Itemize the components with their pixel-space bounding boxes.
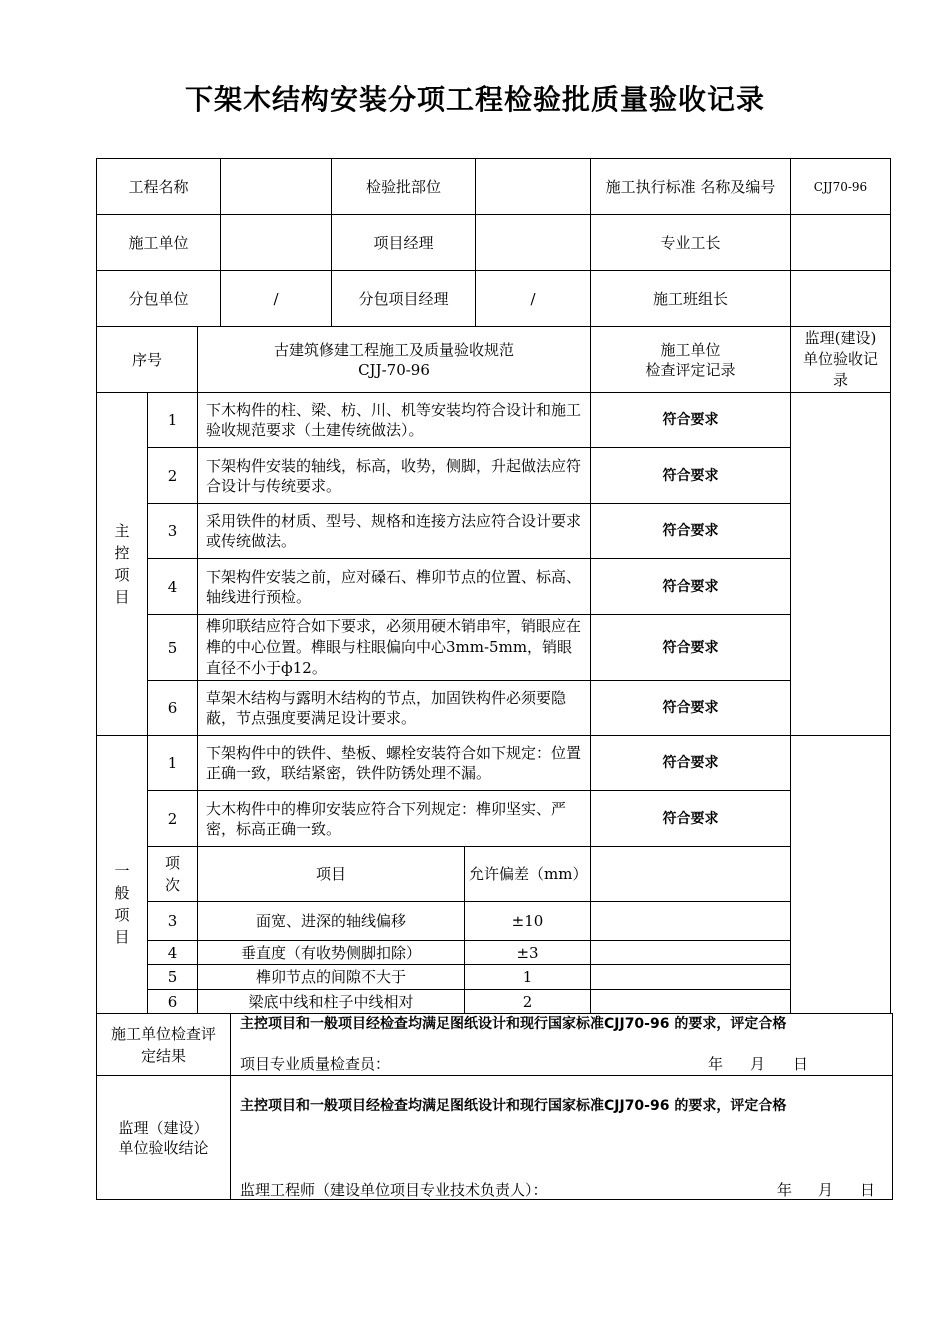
subcontractor-label: 分包单位 (96, 270, 221, 327)
tolerance-row-no: 4 (147, 940, 198, 965)
page-title: 下架木结构安装分项工程检验批质量验收记录 (184, 83, 765, 116)
main-items-supervision[interactable] (790, 392, 891, 736)
main-item-no: 4 (147, 558, 198, 615)
main-item-no: 3 (147, 503, 198, 559)
project-name-label: 工程名称 (96, 158, 221, 215)
tolerance-value-header: 允许偏差（mm） (464, 846, 591, 902)
supervision-result-label-line2: 单位验收结论 (118, 1138, 209, 1157)
main-item-result: 符合要求 (590, 680, 791, 736)
project-manager-value[interactable] (475, 214, 591, 271)
supervision-year: 年 (777, 1181, 793, 1199)
project-manager-label: 项目经理 (331, 214, 476, 271)
tolerance-row-item: 梁底中线和柱子中线相对 (197, 989, 465, 1014)
main-item-no: 1 (147, 392, 198, 448)
construction-unit-value[interactable] (220, 214, 332, 271)
supervision-engineer-label: 监理工程师（建设单位项目专业技术负责人）： (240, 1181, 548, 1199)
spec-header (197, 326, 591, 393)
construction-result-label: 施工单位检查评定结果 (110, 1024, 216, 1065)
subcontractor-value[interactable]: / (220, 270, 332, 327)
supervision-result-label-cell (96, 1075, 231, 1200)
general-item-text: 大木构件中的榫卯安装应符合下列规定：榫卯坚实、严密，标高正确一致。 (197, 790, 591, 847)
tolerance-row-check[interactable] (590, 964, 791, 990)
project-name-value[interactable] (220, 158, 332, 215)
tolerance-row-value: ±10 (464, 901, 591, 941)
main-item-result: 符合要求 (590, 392, 791, 448)
tolerance-row-check[interactable] (590, 989, 791, 1014)
tolerance-row-item: 垂直度（有收势侧脚扣除） (197, 940, 465, 965)
tolerance-row-value: 1 (464, 964, 591, 990)
main-items-group-label (96, 392, 148, 736)
team-leader-label: 施工班组长 (590, 270, 791, 327)
tolerance-row-no: 5 (147, 964, 198, 990)
supervision-result-label-line1: 监理（建设） (118, 1118, 209, 1137)
foreman-value[interactable] (790, 214, 891, 271)
tolerance-row-item: 面宽、进深的轴线偏移 (197, 901, 465, 941)
main-item-no: 5 (147, 614, 198, 681)
tolerance-row-item: 榫卯节点的间隙不大于 (197, 964, 465, 990)
construction-result-conclusion: 主控项目和一般项目经检查均满足图纸设计和现行国家标准CJJ70-96 的要求，评定合格 (240, 1016, 787, 1032)
main-item-text: 采用铁件的材质、型号、规格和连接方法应符合设计要求或传统做法。 (197, 503, 591, 559)
tolerance-row-value: 2 (464, 989, 591, 1014)
tolerance-no-header-text: 项次 (164, 854, 180, 894)
main-item-no: 6 (147, 680, 198, 736)
batch-location-value[interactable] (475, 158, 591, 215)
supervision-day: 日 (860, 1181, 876, 1199)
supervision-header: 监理(建设)单位验收记录 (790, 326, 891, 393)
check-header-line2: 检查评定记录 (645, 360, 736, 379)
foreman-label: 专业工长 (590, 214, 791, 271)
supervision-result-conclusion: 主控项目和一般项目经检查均满足图纸设计和现行国家标准CJJ70-96 的要求，评定合格 (240, 1098, 787, 1114)
batch-location-label: 检验批部位 (331, 158, 476, 215)
general-items-group-text: 一般项目 (114, 861, 130, 946)
general-item-no: 2 (147, 790, 198, 847)
sub-pm-label: 分包项目经理 (331, 270, 476, 327)
general-items-group-label (96, 735, 148, 1014)
general-item-text: 下架构件中的铁件、垫板、螺栓安装符合如下规定：位置正确一致，联结紧密，铁件防锈处理不漏。 (197, 735, 591, 791)
tolerance-check-header (590, 846, 791, 902)
tolerance-no-header (147, 846, 198, 902)
tolerance-row-value: ±3 (464, 940, 591, 965)
general-item-no: 1 (147, 735, 198, 791)
seq-header: 序号 (96, 326, 198, 393)
general-item-result: 符合要求 (590, 735, 791, 791)
check-header-line1: 施工单位 (660, 340, 721, 359)
main-item-text: 下架构件安装之前，应对磉石、榫卯节点的位置、标高、轴线进行预检。 (197, 558, 591, 615)
tolerance-row-check[interactable] (590, 901, 791, 941)
sub-pm-value[interactable]: / (475, 270, 591, 327)
main-item-result: 符合要求 (590, 503, 791, 559)
spec-header-line2: CJJ-70-96 (358, 360, 430, 379)
main-item-text: 草架木结构与露明木结构的节点，加固铁构件必须要隐蔽，节点强度要满足设计要求。 (197, 680, 591, 736)
tolerance-item-header: 项目 (197, 846, 465, 902)
supervision-month: 月 (818, 1181, 834, 1199)
tolerance-row-no: 3 (147, 901, 198, 941)
main-item-result: 符合要求 (590, 447, 791, 504)
main-item-result: 符合要求 (590, 558, 791, 615)
main-items-group-text: 主控项目 (114, 522, 130, 606)
general-item-result: 符合要求 (590, 790, 791, 847)
standard-value: CJJ70-96 (790, 158, 891, 215)
main-item-text: 下架构件安装的轴线，标高，收势，侧脚，升起做法应符合设计与传统要求。 (197, 447, 591, 504)
construction-day: 日 (793, 1055, 809, 1073)
construction-result-label-cell (96, 1013, 231, 1076)
standard-label: 施工执行标准 名称及编号 (590, 158, 791, 215)
construction-year: 年 (708, 1055, 724, 1073)
tolerance-row-check[interactable] (590, 940, 791, 965)
main-item-text: 下木构件的柱、梁、枋、川、机等安装均符合设计和施工验收规范要求（土建传统做法）。 (197, 392, 591, 448)
check-header (590, 326, 791, 393)
main-item-text: 榫卯联结应符合如下要求，必须用硬木销串牢，销眼应在榫的中心位置。榫眼与柱眼偏向中心3mm-5mm，销眼直径不小于ф12。 (197, 614, 591, 681)
construction-unit-label: 施工单位 (96, 214, 221, 271)
general-items-supervision[interactable] (790, 735, 891, 1014)
main-item-result: 符合要求 (590, 614, 791, 681)
main-item-no: 2 (147, 447, 198, 504)
team-leader-value[interactable] (790, 270, 891, 327)
spec-header-line1: 古建筑修建工程施工及质量验收规范 (273, 340, 514, 359)
construction-inspector-label: 项目专业质量检查员： (240, 1055, 391, 1073)
construction-month: 月 (750, 1055, 766, 1073)
tolerance-row-no: 6 (147, 989, 198, 1014)
